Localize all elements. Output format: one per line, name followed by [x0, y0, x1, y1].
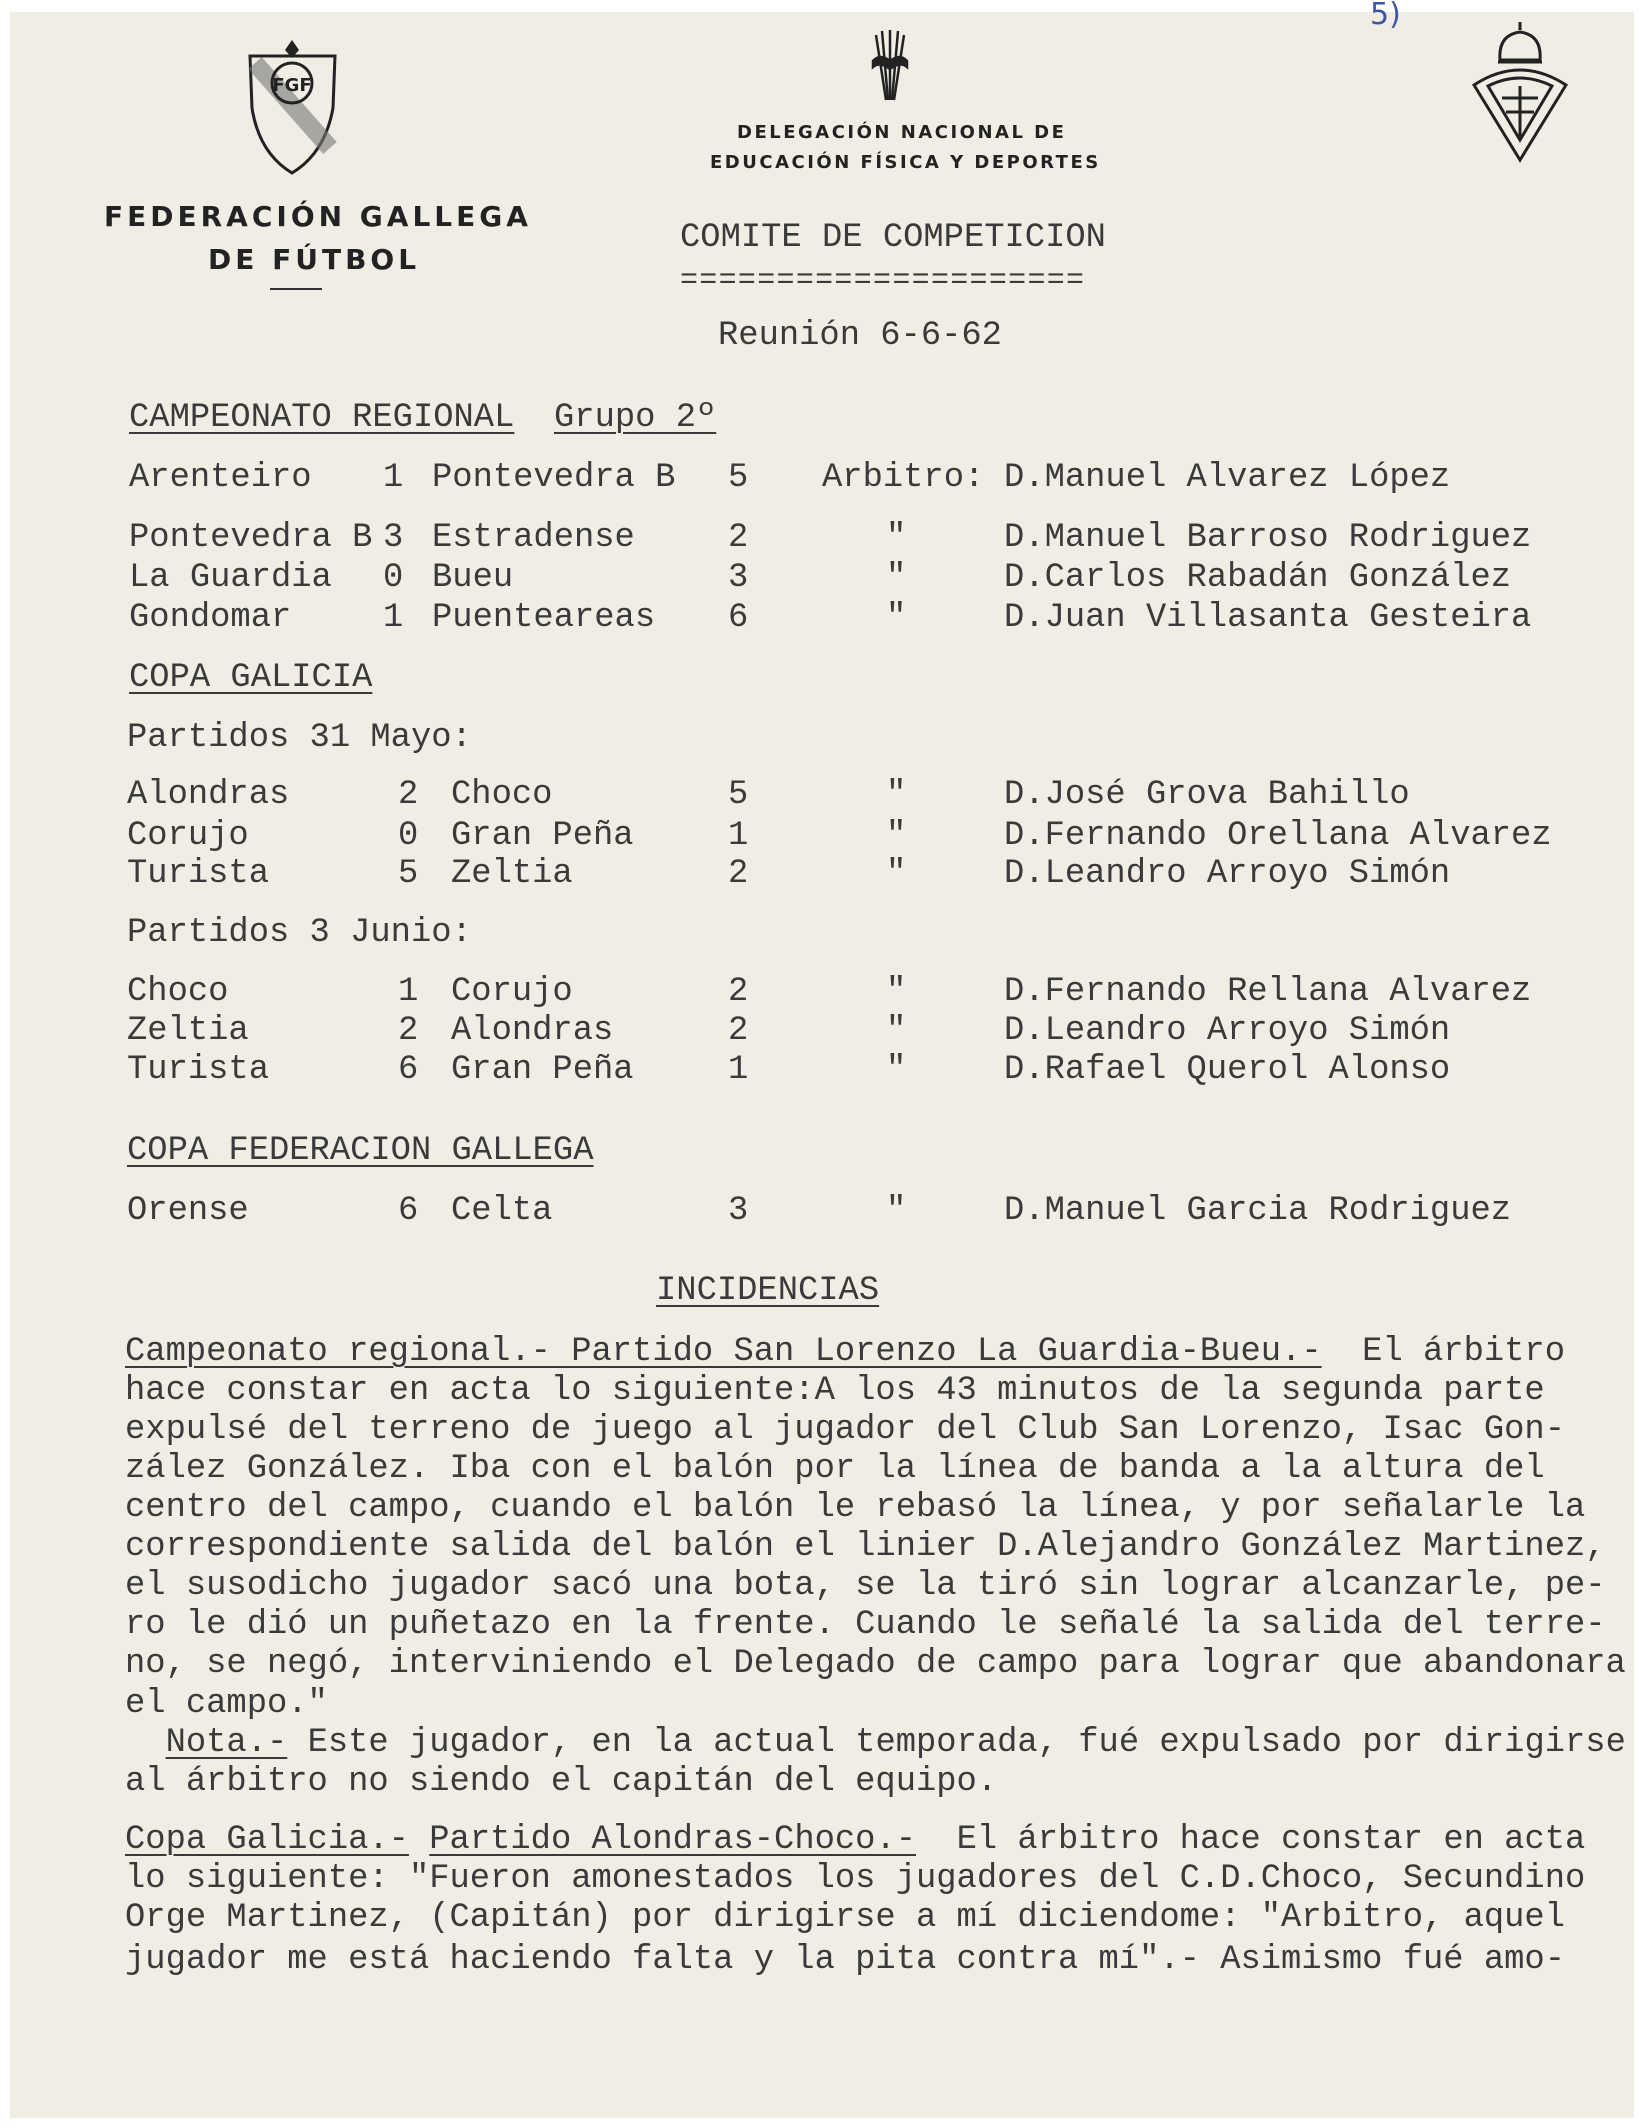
federation-name-line2: DE FÚTBOL — [208, 243, 421, 276]
away-team: Gran Peña — [451, 817, 634, 855]
paragraph-line — [125, 1763, 998, 1801]
paragraph-line — [125, 1528, 1606, 1566]
home-score: 6 — [398, 1192, 419, 1230]
referee-name: D.Rafael Querol Alonso — [1004, 1051, 1451, 1089]
yoke-and-arrows-emblem — [870, 25, 910, 105]
home-score: 1 — [398, 973, 419, 1011]
away-score: 2 — [728, 1012, 749, 1050]
paragraph-line — [125, 1489, 1586, 1527]
away-score: 1 — [728, 1051, 749, 1089]
away-score: 5 — [728, 776, 749, 814]
text-segment: correspondiente salida del balón el linier D.Alejandro González Martinez, — [125, 1528, 1606, 1566]
text-segment: Este jugador, en la actual temporada, fué expulsado por dirigirse — [287, 1724, 1626, 1762]
away-team: Corujo — [451, 973, 573, 1011]
paragraph-line — [125, 1860, 1586, 1898]
referee-name: D.Carlos Rabadán González — [1004, 559, 1512, 597]
paragraph-line — [125, 1567, 1606, 1605]
referee-name: D.Manuel Garcia Rodriguez — [1004, 1192, 1512, 1230]
text-segment: lo siguiente: "Fueron amonestados los jugadores del C.D.Choco, Secundino — [125, 1860, 1586, 1898]
referee-name: D.Juan Villasanta Gesteira — [1004, 599, 1532, 637]
referee-label: Arbitro: — [822, 459, 985, 497]
paragraph-line — [125, 1821, 1586, 1859]
text-segment: Orge Martinez, (Capitán) por dirigirse a mí diciendome: "Arbitro, aquel — [125, 1899, 1565, 1937]
away-score: 2 — [728, 855, 749, 893]
home-score: 3 — [383, 519, 404, 557]
text-segment: El árbitro — [1321, 1333, 1565, 1371]
text-segment: ro le dió un puñetazo en la frente. Cuando le señalé la salida del terre- — [125, 1606, 1606, 1644]
paragraph-line — [125, 1941, 1565, 1979]
home-score: 1 — [383, 459, 404, 497]
away-score: 3 — [728, 559, 749, 597]
away-score: 3 — [728, 1192, 749, 1230]
text-segment — [125, 1724, 166, 1762]
home-score: 6 — [398, 1051, 419, 1089]
delegation-line2: EDUCACIÓN FÍSICA Y DEPORTES — [710, 152, 1101, 173]
text-segment: expulsé del terreno de juego al jugador del Club San Lorenzo, Isac Gon- — [125, 1411, 1565, 1449]
away-score: 2 — [728, 519, 749, 557]
home-team: Turista — [127, 1051, 269, 1089]
away-score: 5 — [728, 459, 749, 497]
text-segment: centro del campo, cuando el balón le rebasó la línea, y por señalarle la — [125, 1489, 1586, 1527]
home-score: 2 — [398, 776, 419, 814]
section-title-copa-federacion: COPA FEDERACION GALLEGA — [127, 1132, 594, 1170]
text-segment: zález González. Iba con el balón por la línea de banda a la altura del — [125, 1450, 1545, 1488]
section-title-incidencias: INCIDENCIAS — [656, 1272, 880, 1310]
away-score: 1 — [728, 817, 749, 855]
text-segment — [409, 1821, 429, 1859]
referee-label: " — [886, 855, 907, 893]
home-score: 2 — [398, 1012, 419, 1050]
matchday-label: Partidos 3 Junio: — [127, 914, 472, 952]
committee-title: COMITE DE COMPETICION — [680, 219, 1106, 257]
away-team: Celta — [451, 1192, 553, 1230]
meeting-date: Reunión 6-6-62 — [718, 317, 1002, 355]
paragraph-line — [125, 1606, 1606, 1644]
referee-name: D.José Grova Bahillo — [1004, 776, 1410, 814]
underlined-heading: Campeonato regional.- Partido San Lorenzo La Guardia-Bueu.- — [125, 1333, 1322, 1371]
away-team: Choco — [451, 776, 553, 814]
away-team: Estradense — [432, 519, 635, 557]
paragraph-line — [125, 1411, 1565, 1449]
away-team: Pontevedra B — [432, 459, 676, 497]
home-team: Zeltia — [127, 1012, 249, 1050]
away-team: Puenteareas — [432, 599, 656, 637]
text-segment: hace constar en acta lo siguiente:A los 43 minutos de la segunda parte — [125, 1372, 1545, 1410]
away-team: Zeltia — [451, 855, 573, 893]
paragraph-line — [125, 1685, 328, 1723]
referee-label: " — [886, 1051, 907, 1089]
referee-label: " — [886, 599, 907, 637]
paragraph-line — [125, 1333, 1565, 1371]
underlined-heading: Partido Alondras-Choco.- — [429, 1821, 917, 1859]
paragraph-line — [125, 1372, 1545, 1410]
federation-name-line1: FEDERACIÓN GALLEGA — [104, 200, 532, 233]
section-title-regional: CAMPEONATO REGIONAL — [129, 399, 515, 437]
referee-label: " — [886, 973, 907, 1011]
referee-name: D.Fernando Orellana Alvarez — [1004, 817, 1552, 855]
referee-name: D.Manuel Barroso Rodriguez — [1004, 519, 1532, 557]
home-score: 1 — [383, 599, 404, 637]
home-team: Gondomar — [129, 599, 292, 637]
underlined-heading: Nota.- — [165, 1724, 288, 1762]
section-title-copa-galicia: COPA GALICIA — [129, 659, 373, 697]
paragraph-line — [125, 1724, 1626, 1762]
home-team: Corujo — [127, 817, 249, 855]
federation-shield-logo — [245, 38, 340, 178]
section-group: Grupo 2º — [554, 399, 717, 437]
title-separator: ===================== — [680, 264, 1086, 298]
home-team: Choco — [127, 973, 229, 1011]
text-segment: no, se negó, interviniendo el Delegado de campo para lograr que abandonara — [125, 1645, 1626, 1683]
referee-name: D.Manuel Alvarez López — [1004, 459, 1451, 497]
home-team: Alondras — [127, 776, 290, 814]
spanish-football-federation-crest — [1468, 20, 1573, 165]
home-team: Orense — [127, 1192, 249, 1230]
away-score: 2 — [728, 973, 749, 1011]
delegation-line1: DELEGACIÓN NACIONAL DE — [737, 122, 1067, 143]
away-team: Bueu — [432, 559, 514, 597]
referee-label: " — [886, 519, 907, 557]
handwritten-page-number: 5) — [1370, 0, 1401, 32]
referee-label: " — [886, 559, 907, 597]
text-segment: El árbitro hace constar en acta — [916, 1821, 1586, 1859]
text-segment: el susodicho jugador sacó una bota, se la tiró sin lograr alcanzarle, pe- — [125, 1567, 1606, 1605]
home-score: 0 — [383, 559, 404, 597]
text-segment: jugador me está haciendo falta y la pita contra mí".- Asimismo fué amo- — [125, 1941, 1565, 1979]
paragraph-line — [125, 1645, 1626, 1683]
matchday-label: Partidos 31 Mayo: — [127, 719, 472, 757]
text-segment: el campo." — [125, 1685, 328, 1723]
away-team: Gran Peña — [451, 1051, 634, 1089]
home-score: 0 — [398, 817, 419, 855]
home-team: Arenteiro — [129, 459, 312, 497]
referee-name: D.Leandro Arroyo Simón — [1004, 855, 1451, 893]
away-team: Alondras — [451, 1012, 614, 1050]
referee-label: " — [886, 1012, 907, 1050]
home-team: Pontevedra B — [129, 519, 373, 557]
referee-label: " — [886, 776, 907, 814]
home-team: Turista — [127, 855, 269, 893]
referee-name: D.Fernando Rellana Alvarez — [1004, 973, 1532, 1011]
text-segment: al árbitro no siendo el capitán del equipo. — [125, 1763, 998, 1801]
federation-divider — [270, 288, 322, 290]
underlined-heading: Copa Galicia.- — [125, 1821, 409, 1859]
away-score: 6 — [728, 599, 749, 637]
svg-text:FGF: FGF — [272, 75, 312, 96]
referee-label: " — [886, 1192, 907, 1230]
home-team: La Guardia — [129, 559, 332, 597]
referee-label: " — [886, 817, 907, 855]
referee-name: D.Leandro Arroyo Simón — [1004, 1012, 1451, 1050]
paragraph-line — [125, 1899, 1565, 1937]
paragraph-line — [125, 1450, 1545, 1488]
home-score: 5 — [398, 855, 419, 893]
